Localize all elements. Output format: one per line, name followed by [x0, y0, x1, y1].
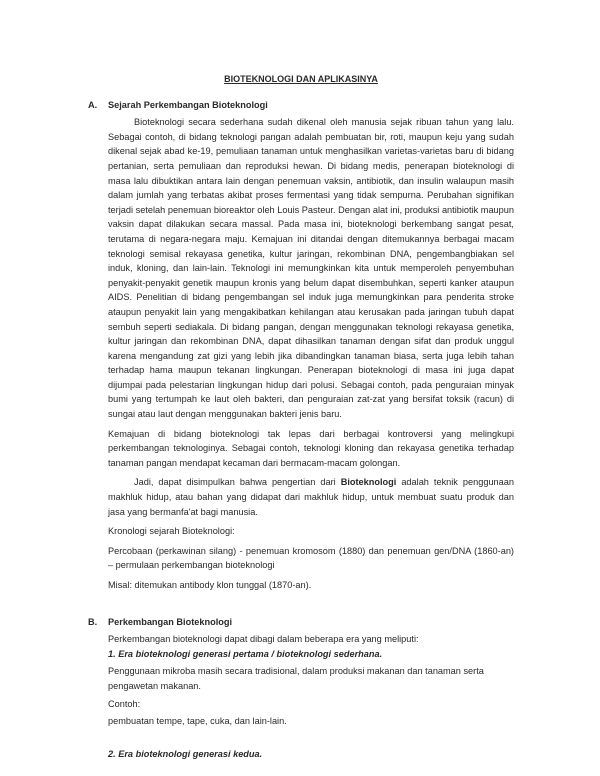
kronologi-item: Percobaan (perkawinan silang) - penemuan kromosom (1880) dan penemuan gen/DNA (1860-an) – permulaan perkembangan bioteknologi — [108, 545, 514, 571]
section-a-paragraph-3 — [108, 475, 514, 519]
section-b-title: Perkembangan Bioteknologi — [108, 616, 233, 627]
definition-post: adalah teknik penggunaan makhluk hidup, atau bahan yang didapat dari makhluk hidup, untuk membuat suatu produk dan jasa yang bermanfa'at bagi manusia. — [108, 477, 514, 517]
definition-term: Bioteknologi — [340, 477, 397, 488]
section-b-body — [88, 632, 514, 761]
section-b-heading — [88, 615, 514, 630]
section-a-heading — [88, 98, 514, 113]
era-1-title: 1. Era bioteknologi generasi pertama / bioteknologi sederhana. — [108, 648, 383, 659]
era-1-description: Penggunaan mikroba masih secara tradisional, dalam produksi makanan dan tanaman serta pengawetan makanan. — [108, 666, 484, 691]
section-b-intro: Perkembangan bioteknologi dapat dibagi dalam beberapa era yang meliputi: — [108, 634, 419, 645]
definition-pre: Jadi, dapat disimpulkan bahwa pengertian dari — [134, 477, 341, 488]
contoh-label: Contoh: — [108, 698, 141, 709]
section-a-letter: A. — [88, 99, 98, 110]
kronologi-label: Kronologi sejarah Bioteknologi: — [108, 526, 235, 537]
section-a-title: Sejarah Perkembangan Bioteknologi — [108, 99, 268, 110]
kronologi-example: Misal: ditemukan antibody klon tunggal (1870-an). — [108, 580, 312, 590]
section-b-letter: B. — [88, 616, 98, 627]
section-a-paragraph-1: Bioteknologi secara sederhana sudah dikenal oleh manusia sejak ribuan tahun yang lalu. Sebagai contoh, di bidang teknologi pangan adalah pembuatan bir, roti, maupun keju yang sudah dikenal sejak abad ke-19, pemuliaan tanaman untuk menghasilkan varietas-varietas baru di bidang pertanian, serta pemuliaan dan reproduksi hewan. Di bidang medis, penerapan bioteknologi di masa lalu dibuktikan antara lain dengan penemuan vaksin, antibiotik, dan insulin walaupun masih dalam jumlah yang terbatas akibat proses fermentasi yang tidak sempurna. Perubahan signifikan terjadi setelah penemuan bioreaktor oleh Louis Pasteur. Dengan alat ini, produksi antibiotik maupun vaksin dapat dilakukan secara massal. Pada masa ini, bioteknologi berkembang sangat pesat, terutama di negara-negara maju. Kemajuan ini ditandai dengan ditemukannya berbagai macam teknologi semisal rekayasa genetika, kultur jaringan, rekombinan DNA, pengembangbiakan sel induk, kloning, dan lain-lain. Teknologi ini memungkinkan kita untuk memperoleh penyembuhan penyakit-penyakit genetik maupun kronis yang belum dapat disembuhkan, seperti kanker ataupun AIDS. Penelitian di bidang pengembangan sel induk juga memungkinkan para penderita stroke ataupun penyakit lain yang mengakibatkan kehilangan atau kerusakan pada jaringan tubuh dapat sembuh seperti sediakala. Di bidang pangan, dengan menggunakan teknologi rekayasa genetika, kultur jaringan dan rekombinan DNA, dapat dihasilkan tanaman dengan sifat dan produk unggul karena mengandung zat gizi yang lebih jika dibandingkan tanaman biasa, serta juga lebih tahan terhadap hama maupun tekanan lingkungan. Penerapan bioteknologi di masa ini juga dapat dijumpai pada pelestarian lingkungan hidup dari polusi. Sebagai contoh, pada penguraian minyak bumi yang tertumpah ke laut oleh bakteri, dan penguraian zat-zat yang bersifat toksik (racun) di sungai atau laut dengan menggunakan bakteri jenis baru. — [108, 117, 514, 420]
section-a-paragraph-2: Kemajuan di bidang bioteknologi tak lepas dari berbagai kontroversi yang melingkupi perkembangan teknologinya. Sebagai contoh, teknologi kloning dan rekayasa genetika terhadap tanaman pangan mendapat kecaman dari bermacam-macam golongan. — [108, 428, 514, 468]
document-title: BIOTEKNOLOGI DAN APLIKASINYA — [224, 74, 378, 84]
section-a-body — [88, 115, 514, 592]
era-2-title: 2. Era bioteknologi generasi kedua. — [108, 748, 263, 759]
contoh-text: pembuatan tempe, tape, cuka, dan lain-lain. — [108, 716, 287, 727]
